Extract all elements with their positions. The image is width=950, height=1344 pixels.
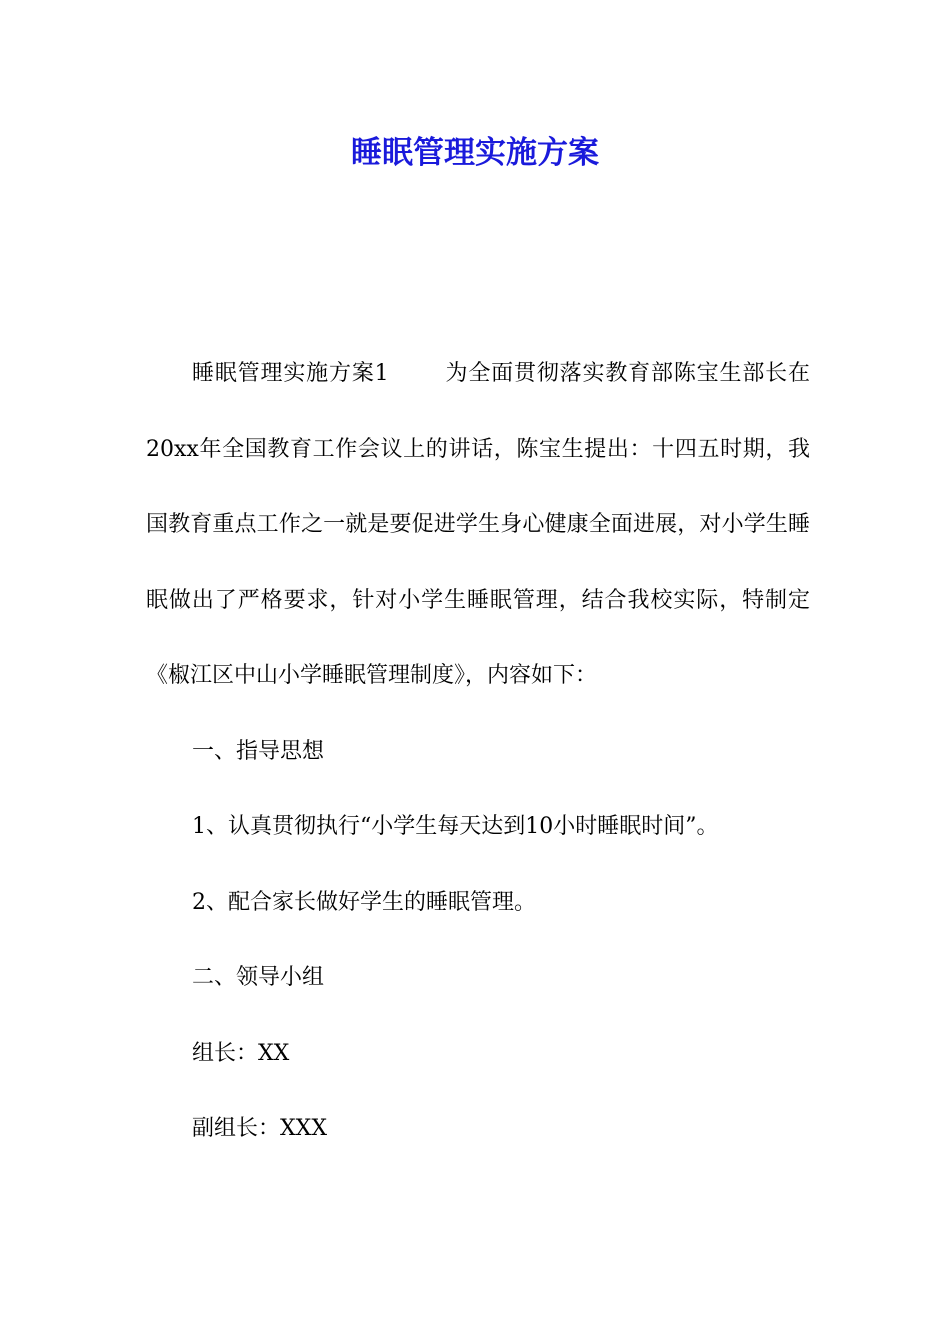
guiding-point-2: 2、配合家长做好学生的睡眠管理。 [192, 889, 536, 915]
intro-text: 为全面贯彻落实教育部陈宝生部长在20xx年全国教育工作会议上的讲话，陈宝生提出：十四五时期，我国教育重点工作之一就是要促进学生身心健康全面进展，对小学生睡眠做出了严格要求，针对小学生睡眠管理，结合我校实际，特制定《椒江区中山小学睡眠管理制度》，内容如下： [146, 361, 810, 688]
guiding-point-1: 1、认真贯彻执行“小学生每天达到10小时睡眠时间”。 [192, 814, 719, 839]
group-leader: 组长：XX [192, 1040, 290, 1066]
document-body [146, 336, 810, 1167]
section-heading-leadership-group: 二、领导小组 [192, 965, 325, 990]
deputy-group-leader: 副组长：XXX [192, 1116, 327, 1141]
intro-paragraph [146, 336, 810, 714]
document-title: 睡眠管理实施方案 [351, 135, 599, 171]
intro-heading: 睡眠管理实施方案1 [192, 361, 389, 386]
section-heading-guiding-thought: 一、指导思想 [192, 738, 325, 764]
